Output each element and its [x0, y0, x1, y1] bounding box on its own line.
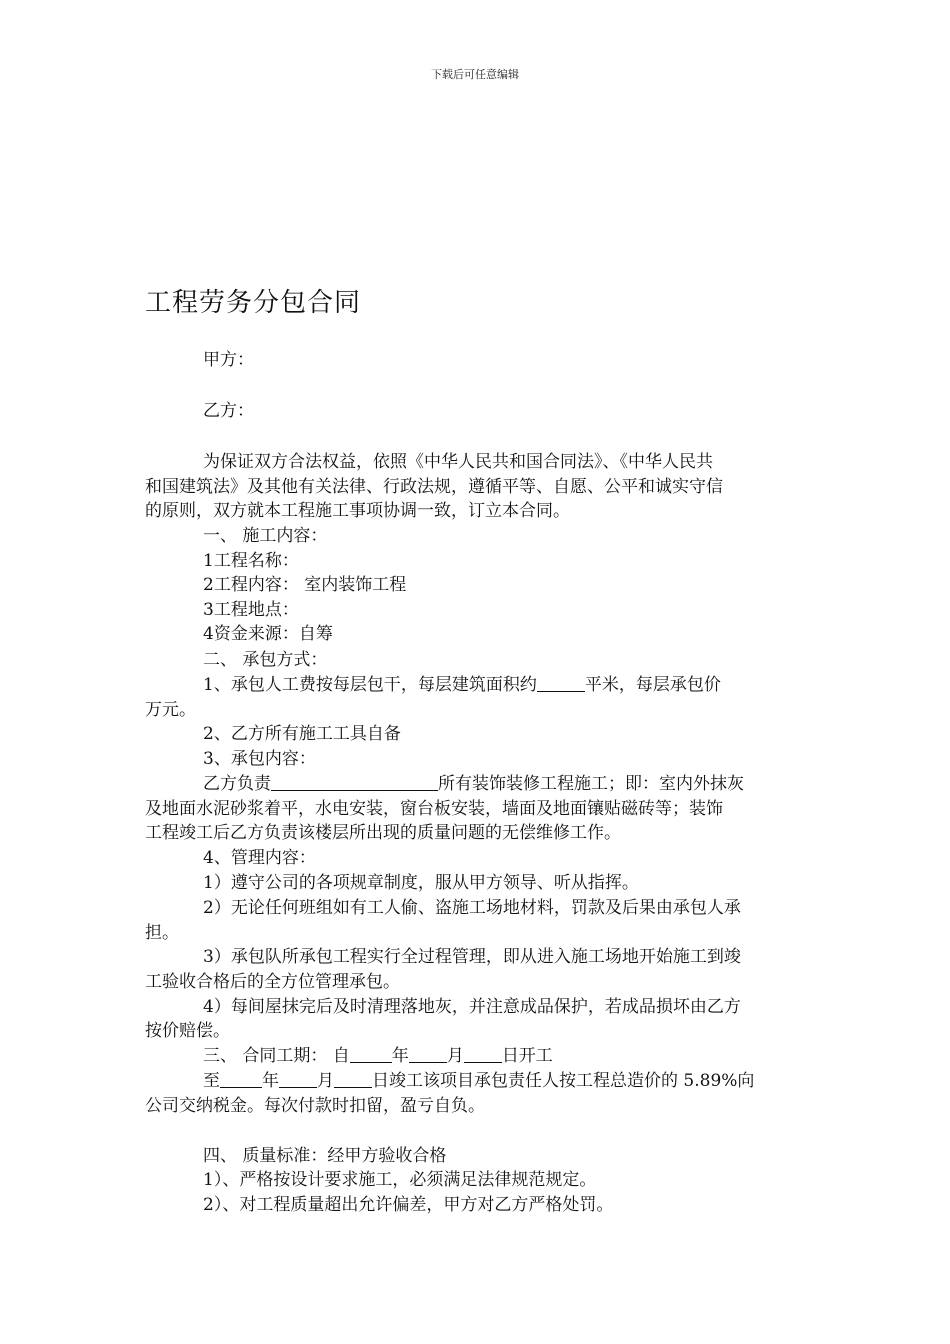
section-4-heading: 四、 质量标准：经甲方验收合格	[203, 1146, 447, 1166]
section-3-heading	[203, 1045, 553, 1067]
section-3-heading-text: 三、 合同工期： 自	[203, 1046, 350, 1066]
section-2-item-3: 3、承包内容：	[203, 749, 316, 769]
document-title: 工程劳务分包合同	[145, 288, 362, 318]
intro-line-1: 为保证双方合法权益，依照《中华人民共和国合同法》、《中华人民共	[203, 452, 713, 472]
start-month-label: 月	[446, 1046, 464, 1066]
party-a-label: 甲方：	[203, 350, 254, 370]
area-blank	[537, 675, 585, 692]
section-2-item-1-text-a: 1、承包人工费按每层包干，每层建筑面积约	[203, 675, 537, 695]
management-2-line-2: 担。	[145, 923, 179, 943]
section-1-item-2: 2工程内容： 室内装饰工程	[203, 575, 407, 595]
section-3-tax-line: 公司交纳税金。每次付款时扣留，盈亏自负。	[145, 1096, 485, 1116]
end-day-blank	[334, 1071, 372, 1088]
management-4-line-2: 按价赔偿。	[145, 1021, 230, 1041]
end-year-blank	[220, 1071, 262, 1088]
end-day-text: 日竣工该项目承包责任人按工程总造价的 5.89%向	[372, 1071, 755, 1091]
end-to-label: 至	[203, 1071, 220, 1091]
start-year-blank	[350, 1046, 392, 1063]
section-3-end-line	[203, 1070, 754, 1092]
party-b-label: 乙方：	[203, 401, 254, 421]
end-month-blank	[279, 1071, 317, 1088]
section-2-item-4: 4、管理内容：	[203, 848, 316, 868]
start-year-label: 年	[391, 1046, 409, 1066]
quality-2: 2）、对工程质量超出允许偏差，甲方对乙方严格处罚。	[203, 1195, 614, 1215]
section-1-item-1: 1工程名称：	[203, 551, 299, 571]
management-3-line-2: 工验收合格后的全方位管理承包。	[145, 972, 400, 992]
section-2-item-1	[203, 674, 721, 696]
quality-1: 1）、严格按设计要求施工，必须满足法律规范规定。	[203, 1170, 597, 1190]
scope-blank	[271, 774, 438, 791]
scope-text-a: 乙方负责	[203, 774, 271, 794]
management-3-line-1: 3）承包队所承包工程实行全过程管理，即从进入施工场地开始施工到竣	[203, 947, 741, 967]
intro-line-2: 和国建筑法》及其他有关法律、行政法规，遵循平等、自愿、公平和诚实守信	[145, 477, 723, 497]
management-2-line-1: 2）无论任何班组如有工人偷、盗施工场地材料，罚款及后果由承包人承	[203, 898, 741, 918]
section-2-item-2: 2、乙方所有施工工具自备	[203, 724, 401, 744]
start-day-label: 日开工	[501, 1046, 553, 1066]
start-month-blank	[409, 1046, 447, 1063]
management-1: 1）遵守公司的各项规章制度，服从甲方领导、听从指挥。	[203, 873, 639, 893]
scope-line-3: 工程竣工后乙方负责该楼层所出现的质量问题的无偿维修工作。	[145, 823, 621, 843]
section-2-item-1-cont: 万元。	[145, 700, 196, 720]
page-header-note: 下载后可任意编辑	[431, 68, 519, 81]
scope-line-1	[203, 773, 744, 795]
scope-text-b: 所有装饰装修工程施工；即：室内外抹灰	[438, 774, 744, 794]
end-month-label: 月	[317, 1071, 334, 1091]
end-year-label: 年	[262, 1071, 279, 1091]
scope-line-2: 及地面水泥砂浆着平，水电安装，窗台板安装，墙面及地面镶贴磁砖等；装饰	[145, 799, 723, 819]
management-4-line-1: 4）每间屋抹完后及时清理落地灰，并注意成品保护，若成品损坏由乙方	[203, 997, 741, 1017]
section-2-heading: 二、 承包方式：	[203, 650, 328, 670]
intro-line-3: 的原则，双方就本工程施工事项协调一致，订立本合同。	[145, 501, 570, 521]
start-day-blank	[464, 1046, 502, 1063]
section-1-item-3: 3工程地点：	[203, 600, 299, 620]
section-1-heading: 一、 施工内容：	[203, 526, 328, 546]
section-1-item-4: 4资金来源：自筹	[203, 624, 333, 644]
section-2-item-1-text-b: 平米，每层承包价	[584, 675, 721, 695]
